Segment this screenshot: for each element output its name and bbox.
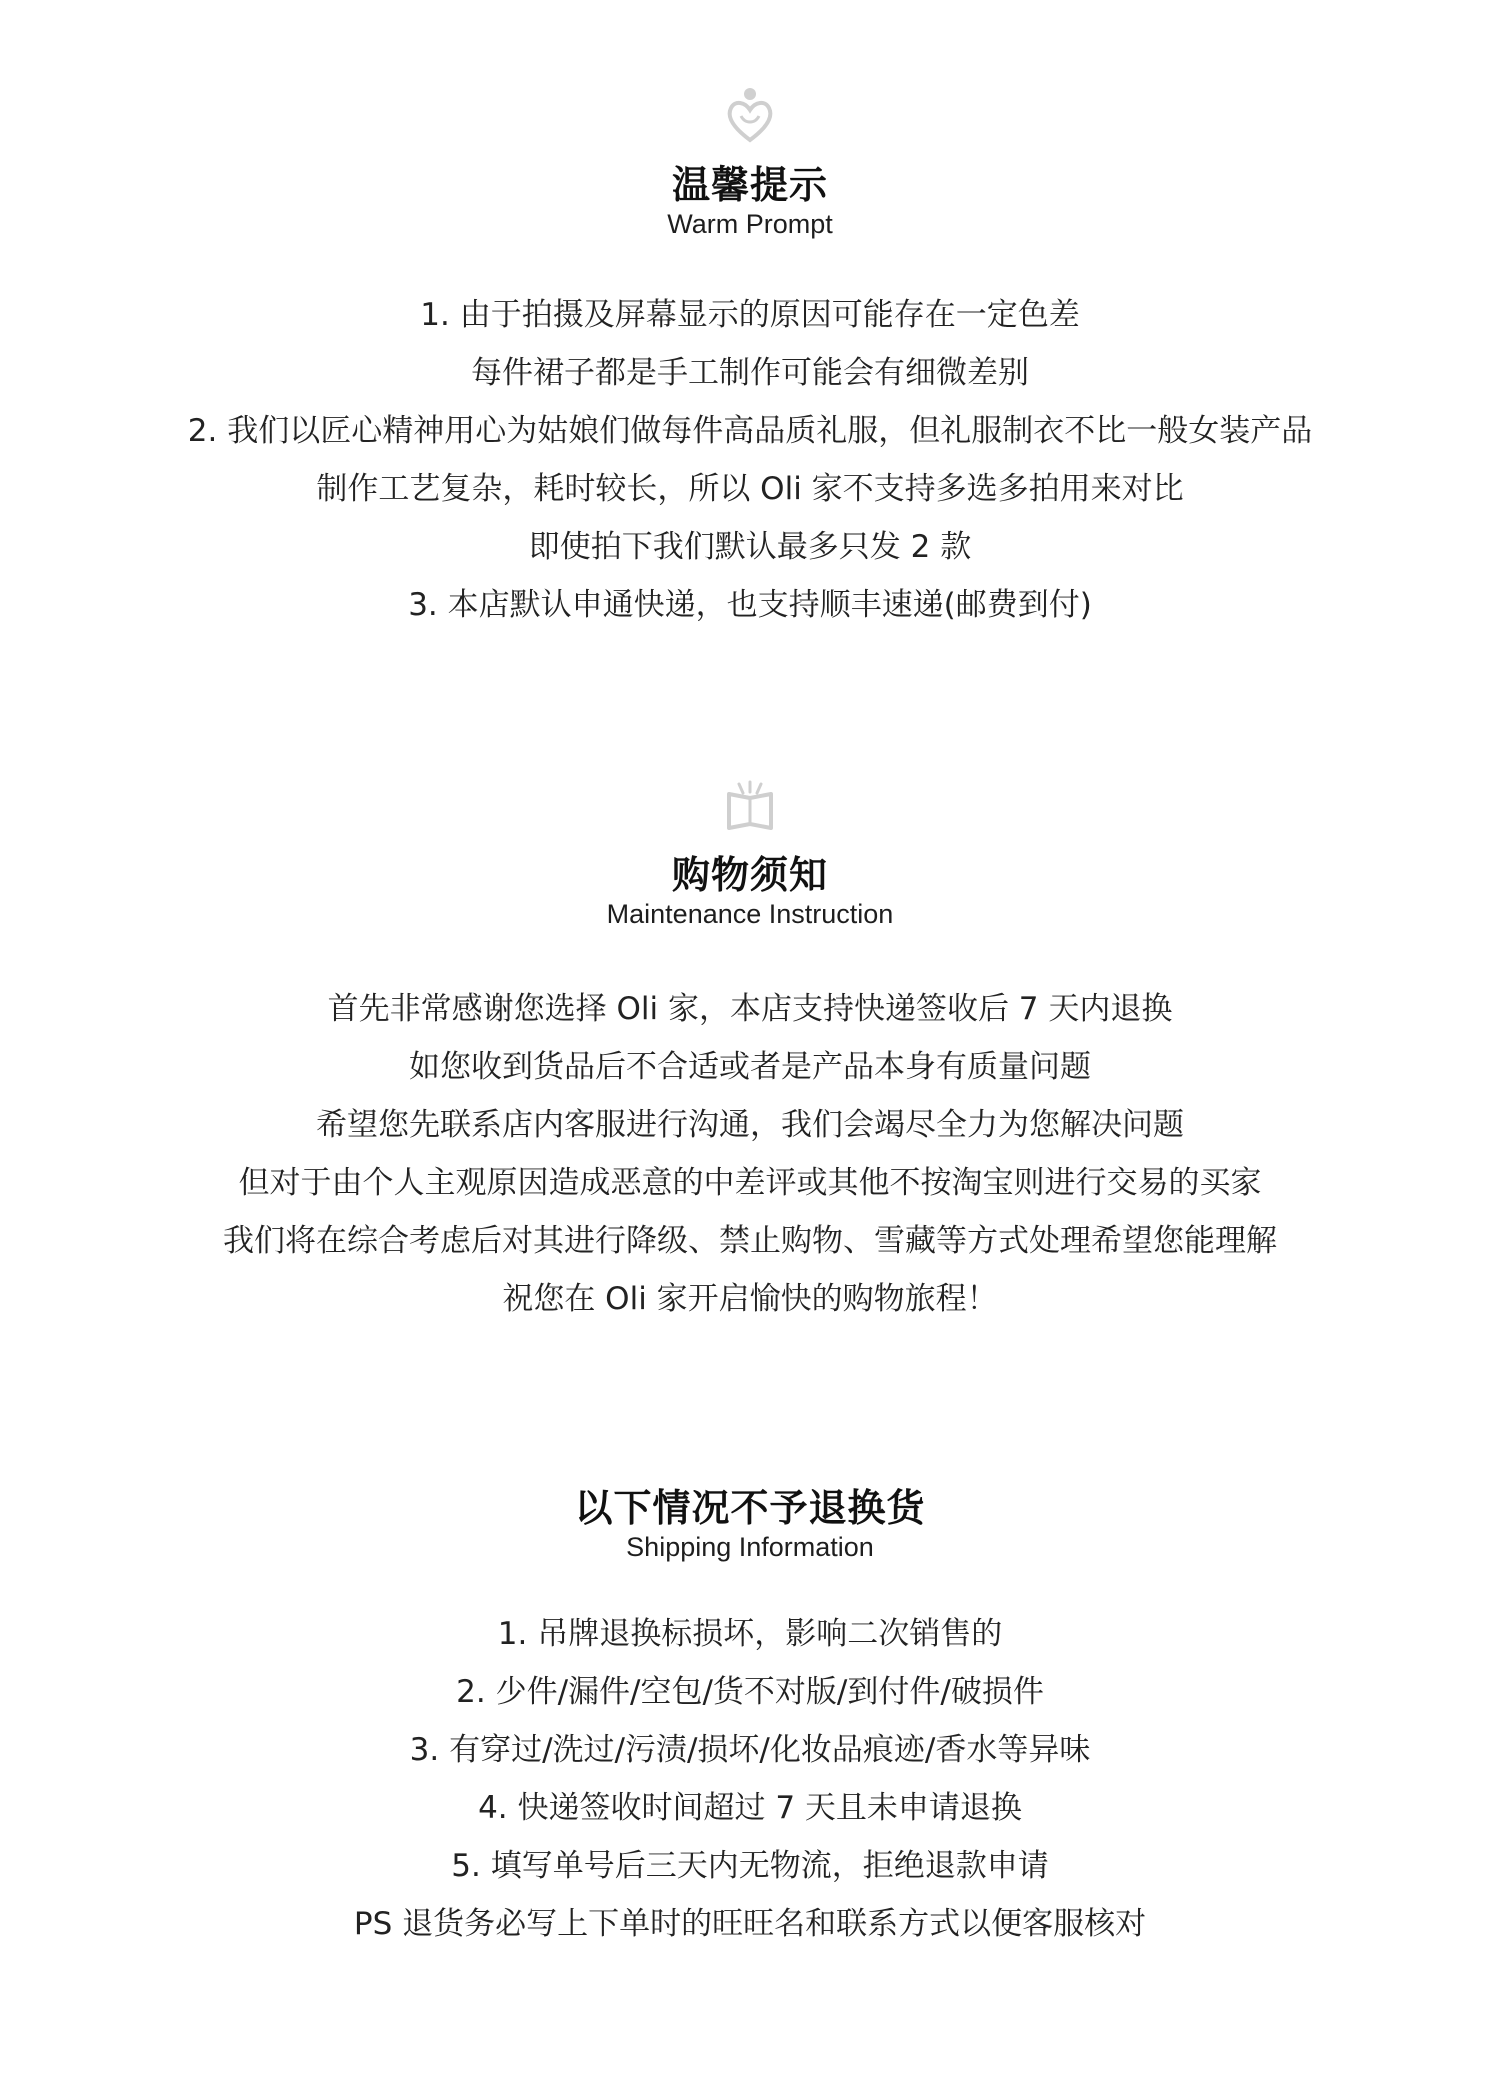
text-line: 1. 吊牌退换标损坏，影响二次销售的 (497, 1616, 1003, 1652)
text-line: 3. 本店默认申通快递，也支持顺丰速递(邮费到付) (408, 587, 1092, 623)
text-line: PS 退货务必写上下单时的旺旺名和联系方式以便客服核对 (353, 1906, 1147, 1942)
text-line: 制作工艺复杂，耗时较长，所以 Oli 家不支持多选多拍用来对比 (316, 471, 1184, 507)
text-line: 2. 我们以匠心精神用心为姑娘们做每件高品质礼服，但礼服制衣不比一般女装产品 (187, 413, 1313, 449)
text-line: 即使拍下我们默认最多只发 2 款 (528, 529, 972, 565)
heart-person-icon (723, 86, 777, 144)
text-line: 如您收到货品后不合适或者是产品本身有质量问题 (409, 1049, 1091, 1085)
shopping-notice-lines (0, 980, 1500, 1328)
warm-prompt-subtitle: Warm Prompt (667, 209, 833, 239)
open-book-icon (723, 780, 777, 834)
text-line: 但对于由个人主观原因造成恶意的中差评或其他不按淘宝则进行交易的买家 (238, 1165, 1262, 1201)
no-return-section (0, 1485, 1500, 1953)
shopping-notice-subtitle: Maintenance Instruction (606, 899, 894, 929)
text-line: 4. 快递签收时间超过 7 天且未申请退换 (478, 1790, 1022, 1826)
text-line: 3. 有穿过/洗过/污渍/损坏/化妆品痕迹/香水等异味 (409, 1732, 1091, 1768)
warm-prompt-title: 温馨提示 (671, 163, 828, 207)
text-line: 5. 填写单号后三天内无物流，拒绝退款申请 (451, 1848, 1049, 1884)
warm-prompt-section (0, 86, 1500, 634)
no-return-lines (0, 1605, 1500, 1953)
text-line: 1. 由于拍摄及屏幕显示的原因可能存在一定色差 (420, 297, 1080, 333)
no-return-title: 以下情况不予退换货 (574, 1486, 926, 1530)
text-line: 希望您先联系店内客服进行沟通，我们会竭尽全力为您解决问题 (316, 1107, 1184, 1143)
shopping-notice-title: 购物须知 (671, 853, 828, 897)
warm-prompt-lines (0, 286, 1500, 634)
text-line: 我们将在综合考虑后对其进行降级、禁止购物、雪藏等方式处理希望您能理解 (223, 1223, 1277, 1259)
text-line: 首先非常感谢您选择 Oli 家，本店支持快递签收后 7 天内退换 (327, 991, 1173, 1027)
text-line: 2. 少件/漏件/空包/货不对版/到付件/破损件 (456, 1674, 1044, 1710)
text-line: 每件裙子都是手工制作可能会有细微差别 (471, 355, 1029, 391)
shopping-notice-section (0, 780, 1500, 1328)
no-return-subtitle: Shipping Information (626, 1532, 874, 1562)
text-line: 祝您在 Oli 家开启愉快的购物旅程！ (502, 1281, 998, 1317)
